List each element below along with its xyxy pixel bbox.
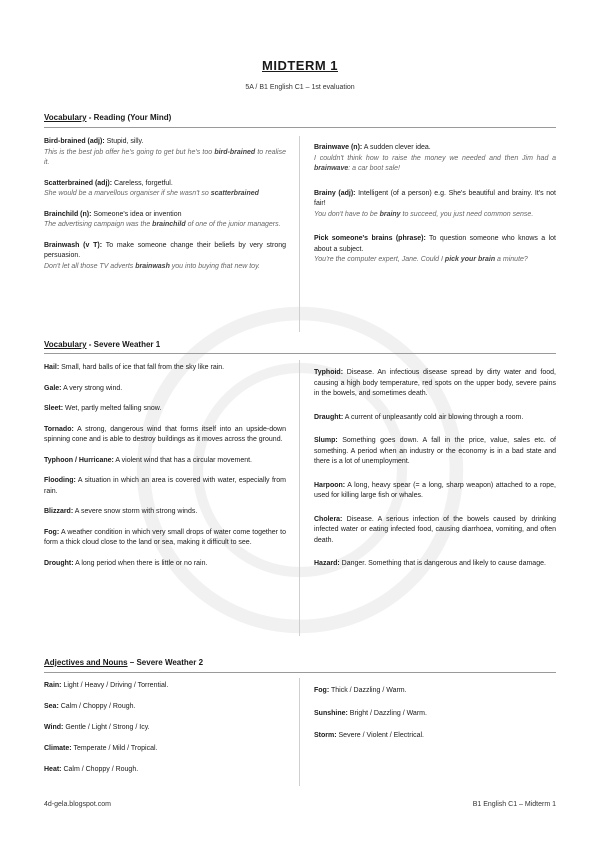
column-divider [299,360,300,636]
vocab-term: Brainchild (n): [44,210,92,218]
vocab-example: This is the best job offer he's going to get but he's too bird-brained to realise it. [44,148,286,166]
vocab-term: Slump: [314,437,338,444]
vocab-entry [44,744,286,755]
vocab-definition: Temperate / Mild / Tropical. [71,745,158,752]
section-heading-prefix: Adjectives and Nouns [44,658,128,667]
column-divider [299,136,300,332]
vocab-definition: Thick / Dazzling / Warm. [329,687,407,694]
weather1-right-column [314,368,556,580]
vocab-entry [44,241,286,273]
vocab-entry [44,384,286,395]
vocab-term: Brainy (adj): [314,189,356,197]
vocab-term: Blizzard: [44,508,74,515]
vocab-definition: A very strong wind. [61,384,123,392]
vocab-term: Typhoid: [314,369,344,376]
vocab-definition: A current of unpleasantly cold air blowing through a room. [343,413,524,421]
vocab-term: Sea: [44,703,59,710]
vocab-term: Hail: [44,364,60,371]
vocab-entry [314,481,556,502]
vocab-entry [44,210,286,231]
section-divider [44,353,556,354]
vocab-entry [44,559,286,570]
vocab-definition: Severe / Violent / Electrical. [336,732,424,739]
vocab-term: Scatterbrained (adj): [44,179,113,187]
vocab-term: Drought: [44,559,74,567]
vocab-term: Draught: [314,413,344,421]
section-heading-weather-2 [44,658,203,667]
vocab-entry [44,765,286,776]
vocab-example: I couldn't think how to raise the money we needed and then Jim had a brainwave: a car boot sale! [314,154,556,172]
reading-left-column [44,137,286,282]
vocab-definition: Disease. A serious infection of the bowels caused by drinking infected water or eating infected food, causing diarrhoea, vomiting, and often death. [314,515,556,544]
vocab-example: Don't let all those TV adverts brainwash you into buying that new toy. [44,262,260,270]
vocab-definition: A sudden clever idea. [362,144,431,151]
vocab-definition: Disease. An infectious disease spread by dirty water and food, causing a high body temperature, red spots on the upper body, severe pains in the bowels, and sometimes death. [314,369,556,397]
section-heading-suffix: - Reading (Your Mind) [86,113,172,122]
reading-right-column [314,143,556,276]
vocab-entry [44,404,286,415]
vocab-term: Fog: [314,687,330,694]
vocab-entry [44,702,286,713]
vocab-definition: Light / Heavy / Driving / Torrential. [61,682,169,689]
vocab-entry [314,686,556,697]
vocab-term: Tornado: [44,425,74,433]
vocab-entry [44,137,286,169]
vocab-example: You don't have to be brainy to succeed, you just need common sense. [314,210,534,218]
vocab-entry [44,456,286,467]
vocab-term: Hazard: [314,560,340,567]
footer-website: 4d-gela.blogspot.com [44,801,111,808]
footer-course-label: B1 English C1 – Midterm 1 [472,801,556,808]
vocab-term: Sunshine: [314,709,348,717]
section-divider [44,672,556,673]
weather1-left-column [44,363,286,579]
vocab-definition: A strong, dangerous wind that forms itself into an upside-down spinning cone and is able to destroy buildings as it moves across the ground. [44,425,286,443]
vocab-entry [44,681,286,692]
vocab-term: Wind: [44,724,64,731]
vocab-definition: To question someone who knows a lot about a subject. [314,235,556,253]
vocab-definition: A situation in which an area is covered with water, especially from rain. [44,477,286,495]
vocab-term: Heat: [44,766,62,773]
vocab-definition: A long, heavy spear (= a long, sharp weapon) attached to a rope, used for killing large fish or whales. [314,481,556,499]
vocab-term: Fog: [44,528,60,536]
vocab-definition: Calm / Choppy / Rough. [61,766,139,773]
vocab-term: Gale: [44,384,62,392]
vocab-entry [314,189,556,221]
section-heading-weather-1 [44,340,160,349]
vocab-term: Harpoon: [314,481,346,489]
vocab-definition: To make someone change their beliefs by very strong persuasion. [44,241,287,259]
section-heading-suffix: – Severe Weather 2 [127,658,204,667]
vocab-term: Brainwave (n): [314,144,363,151]
vocab-entry [44,507,286,518]
vocab-definition: A violent wind that has a circular movement. [113,456,252,464]
vocab-entry [44,363,286,374]
vocab-definition: Danger. Something that is dangerous and likely to cause damage. [339,560,546,567]
vocab-term: Cholera: [314,515,343,523]
section-divider [44,127,556,128]
vocab-example: The advertising campaign was the brainchild of one of the junior managers. [44,221,281,228]
vocab-definition: Bright / Dazzling / Warm. [347,709,427,717]
vocab-term: Storm: [314,732,337,739]
vocab-definition: Calm / Choppy / Rough. [58,703,136,710]
vocab-term: Climate: [44,745,72,752]
vocab-entry [314,731,556,742]
vocab-term: Flooding: [44,477,76,484]
vocab-term: Bird-brained (adj): [44,138,105,145]
vocab-term: Brainwash (v T): [44,241,103,249]
vocab-entry [314,709,556,720]
vocab-entry [314,143,556,175]
vocab-definition: A severe snow storm with strong winds. [73,508,198,515]
vocab-entry [44,179,286,200]
vocab-definition: Something goes down. A fall in the price, value, sales etc. of something. A period when an industry or the economy is in a bad state and there is a lot of unemployment. [314,437,556,465]
page-subtitle: 5A / B1 English C1 – 1st evaluation [245,84,355,91]
vocab-definition: Gentle / Light / Strong / Icy. [63,724,150,731]
vocab-entry [314,368,556,400]
column-divider [299,678,300,786]
weather2-left-column [44,681,286,786]
vocab-term: Sleet: [44,405,64,412]
section-heading-suffix: - Severe Weather 1 [86,340,161,349]
vocab-example: You're the computer expert, Jane. Could I pick your brain a minute? [314,256,528,263]
vocab-entry [314,515,556,547]
vocab-entry [44,528,286,549]
vocab-entry [314,413,556,424]
section-heading-reading [44,113,171,122]
section-heading-prefix: Vocabulary [44,340,87,349]
vocab-definition: A weather condition in which very small drops of water come together to form a thick cloud close to the land or sea, making it difficult to see. [44,528,286,546]
vocab-definition: Careless, forgetful. [112,179,173,187]
page-title: MIDTERM 1 [262,58,338,73]
vocab-definition: Wet, partly melted falling snow. [63,405,162,412]
vocab-example: She would be a marvellous organiser if she wasn't so scatterbrained [44,190,259,197]
vocab-definition: Intelligent (of a person) e.g. She's beautiful and brainy. It's not fair! [314,189,556,207]
vocab-term: Typhoon / Hurricane: [44,456,114,464]
vocab-definition: Stupid, silly. [104,138,144,145]
vocab-entry [314,234,556,266]
vocab-entry [44,476,286,497]
vocab-definition: Someone's idea or invention [91,210,182,218]
vocab-term: Pick someone's brains (phrase): [314,235,426,242]
vocab-entry [314,559,556,570]
vocab-entry [44,425,286,446]
vocab-entry [314,436,556,468]
vocab-entry [44,723,286,734]
vocab-definition: A long period when there is little or no rain. [73,559,208,567]
section-heading-prefix: Vocabulary [44,113,87,122]
weather2-right-column [314,686,556,752]
vocab-definition: Small, hard balls of ice that fall from the sky like rain. [59,364,225,371]
vocab-term: Rain: [44,682,62,689]
